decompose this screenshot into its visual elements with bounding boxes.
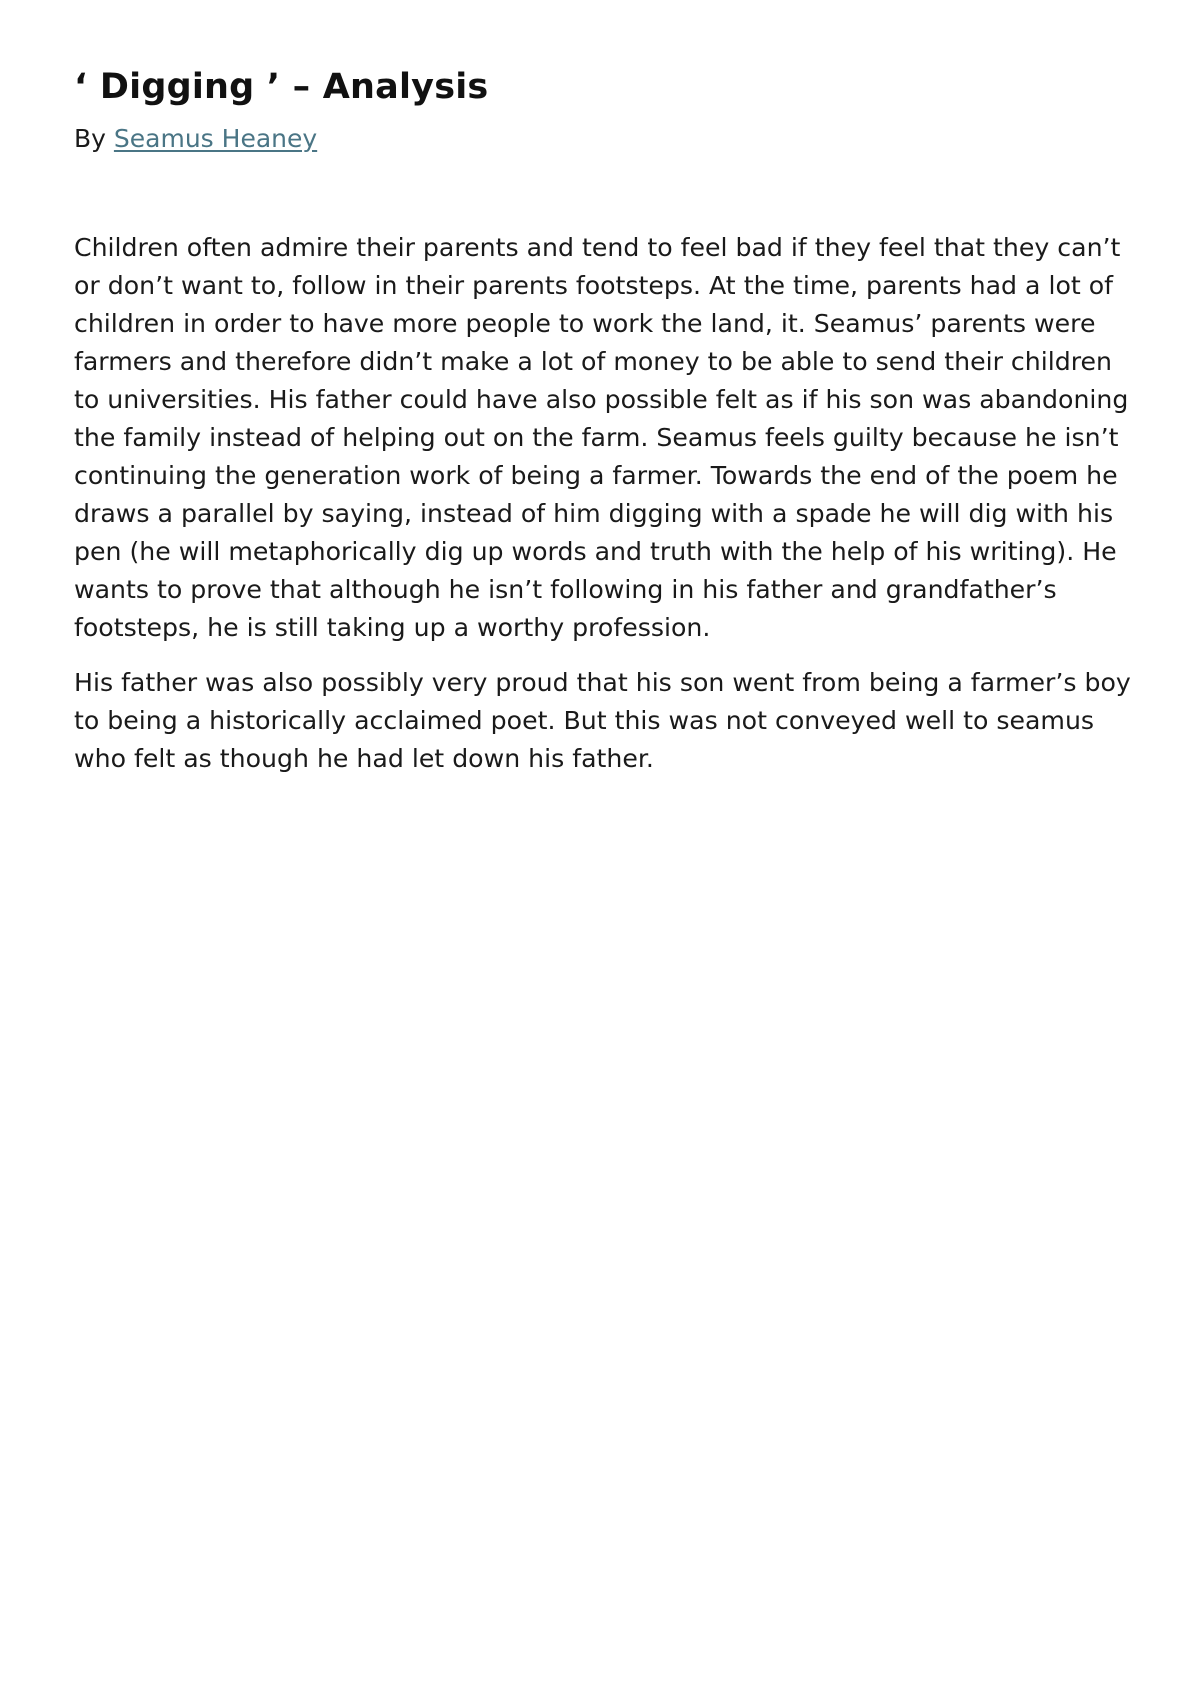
article-body — [74, 229, 1134, 778]
byline-prefix: By — [74, 124, 114, 153]
document-title: ‘ Digging ’ – Analysis — [74, 67, 489, 107]
paragraph-2: His father was also possibly very proud that his son went from being a farmer’s boy to being a historically acclaimed poet. But this was not conveyed well to seamus who felt as though he had let down his father. — [74, 667, 1131, 773]
document-page — [74, 66, 1134, 795]
paragraph-1: Children often admire their parents and tend to feel bad if they feel that they can’t or don’t want to, follow in their parents footsteps. At the time, parents had a lot of children in order to have more people to work the land, it. Seamus’ parents were farmers and therefore didn’t make a lot of money to be able to send their children to universities. His father could have also possible felt as if his son was abandoning the family instead of helping out on the farm. Seamus feels guilty because he isn’t continuing the generation work of being a farmer. Towards the end of the poem he draws a parallel by saying, instead of him digging with a spade he will dig with his pen (he will metaphorically dig up words and truth with the help of his writing). He wants to prove that although he isn’t following in his father and grandfather’s footsteps, he is still taking up a worthy profession. — [74, 232, 1129, 642]
byline — [74, 123, 1134, 156]
author-link[interactable]: Seamus Heaney — [113, 124, 318, 153]
